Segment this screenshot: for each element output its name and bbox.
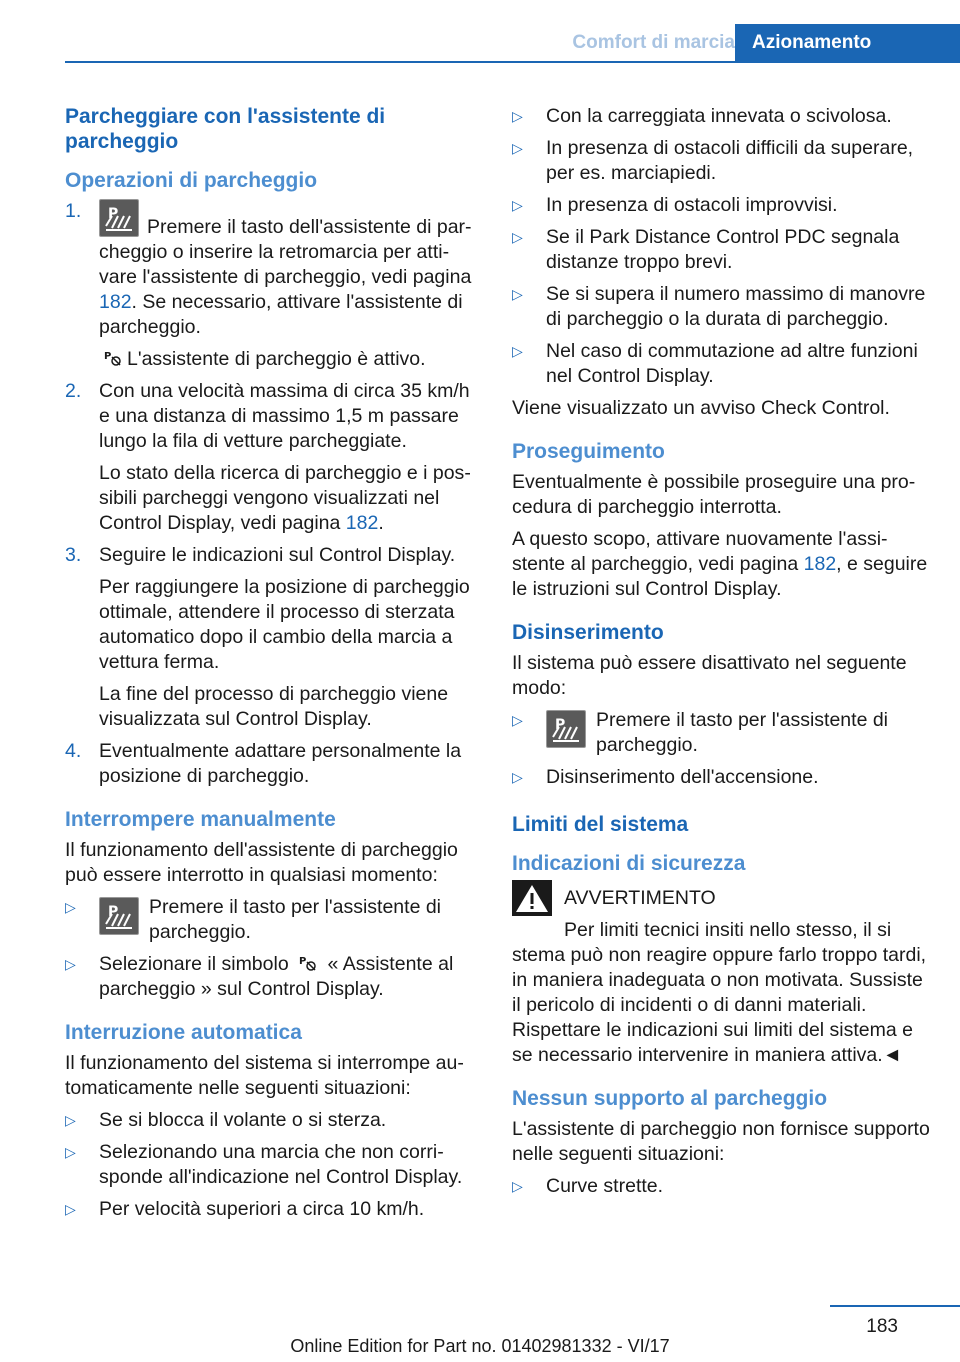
- step-number: 3.: [65, 544, 82, 566]
- list-item: ▷ Curve strette.: [512, 1175, 664, 1197]
- page-number: 183: [866, 1316, 898, 1337]
- step-1: 1. P Premere il tasto dell'assistente di parcheggio o inserire la retromarcia per attivare l'assistente di parcheggio, vedi pagina 182. Se necessario, attivare l'assistente di parcheggio. P L'assistente di parcheggio è attivo.: [65, 200, 472, 370]
- bullet-icon: ▷: [65, 1201, 76, 1217]
- section-title: Parcheggiare con l'assistente di parcheggio: [65, 105, 386, 153]
- bullet-icon: ▷: [512, 286, 523, 302]
- auto-heading: Interruzione automatica: [65, 1021, 302, 1044]
- bullet-icon: ▷: [512, 769, 523, 785]
- continue-heading: Proseguimento: [512, 440, 665, 463]
- list-item: ▷ Disinserimento dell'accensione.: [512, 766, 819, 788]
- warning-block: AVVERTIMENTO Per limiti tecnici insiti nello stesso, il si: [512, 886, 932, 943]
- header-rule: [65, 61, 960, 63]
- step-2: 2. Con una velocità massima di circa 35 km/h e una distanza di massimo 1,5 m passare lungo la fila di vetture parcheggiate. Lo stato della ricerca di parcheggio e i possibili parcheggi vengono visualizzati nel Control Display, vedi pagina 182.: [65, 380, 471, 534]
- bullet-icon: ▷: [512, 712, 523, 728]
- bullet-icon: ▷: [512, 343, 523, 359]
- list-item: ▷ P Premere il tasto per l'assistente di parcheggio.: [65, 896, 442, 943]
- step-4: 4. Eventualmente adattare personalmente la posizione di parcheggio.: [65, 740, 462, 787]
- limits-title: Limiti del sistema: [512, 813, 689, 836]
- page-header: [0, 24, 960, 62]
- svg-text:P: P: [555, 717, 566, 733]
- bullet-icon: ▷: [512, 140, 523, 156]
- manual-heading: Interrompere manualmente: [65, 808, 336, 831]
- list-item: ▷ Selezionare il simbolo P « Assistente al parcheggio » sul Control Display.: [65, 953, 454, 1000]
- step-3: 3. Seguire le indicazioni sul Control Display. Per raggiungere la posizione di parcheggio ottimale, attendere il processo di sterzata automatico dopo il cambio della marcia a vettura ferma. La fine del processo di parcheggio viene visualizzata sul Control Display.: [65, 544, 470, 730]
- bullet-icon: ▷: [65, 899, 76, 915]
- header-chapter[interactable]: Azionamento: [735, 24, 960, 62]
- list-item: ▷ In presenza di ostacoli difficili da superare, per es. marciapiedi.: [512, 137, 914, 184]
- list-item: ▷ P Premere il tasto per l'assistente di parcheggio.: [512, 709, 889, 756]
- safety-heading: Indicazioni di sicurezza: [512, 852, 746, 875]
- nosupport-heading: Nessun supporto al parcheggio: [512, 1087, 828, 1110]
- edition-note: Online Edition for Part no. 01402981332 - VI/17: [290, 1336, 670, 1356]
- warning-triangle-icon: [512, 880, 552, 916]
- bullet-icon: ▷: [65, 1144, 76, 1160]
- list-item: ▷ Selezionando una marcia che non corrisponde all'indicazione nel Control Display.: [65, 1141, 463, 1188]
- bullet-icon: ▷: [512, 197, 523, 213]
- step-number: 1.: [65, 200, 82, 222]
- list-item: ▷ Se si supera il numero massimo di manovre di parcheggio o la durata di parcheggio.: [512, 283, 926, 330]
- svg-text:P: P: [299, 956, 307, 967]
- svg-text:P: P: [108, 904, 119, 920]
- ops-heading: Operazioni di parcheggio: [65, 169, 318, 192]
- step-number: 4.: [65, 740, 82, 762]
- footer-rule: [830, 1305, 960, 1307]
- list-item: ▷ Con la carreggiata innevata o scivolosa.: [512, 105, 892, 127]
- page-link[interactable]: 182: [803, 553, 837, 575]
- bullet-icon: ▷: [512, 229, 523, 245]
- list-item: ▷ Se si blocca il volante o si sterza.: [65, 1109, 387, 1131]
- bullet-icon: ▷: [512, 1178, 523, 1194]
- header-section[interactable]: Comfort di marcia: [572, 32, 735, 53]
- svg-text:P: P: [108, 206, 119, 222]
- bullet-icon: ▷: [65, 1112, 76, 1128]
- bullet-icon: ▷: [65, 956, 76, 972]
- svg-text:P: P: [104, 351, 112, 362]
- bullet-icon: ▷: [512, 108, 523, 124]
- park-assist-symbol-icon: [103, 349, 123, 367]
- park-assist-button-icon: [546, 710, 586, 748]
- step-number: 2.: [65, 380, 82, 402]
- left-column: Parcheggiare con l'assistente di parcheggio Operazioni di parcheggio 1. P Premere il tasto dell'assistente di parcheggio o inserire la retromarcia per attivare l'assistente di parcheggio, vedi pagina 182. Se necessario, attivare l'assistente di parcheggio. P L'assistente di parcheggio è attivo. 2. Con una velocità massima di circa 35 km/h e una distanza di massimo 1,5 m passare lungo la fila di vetture parcheggiate. Lo stato della ricerca di parcheggio e i possibili parcheggi vengono visualizzati nel Control Display, vedi pagina 182. 3. Seguire le indicazioni sul Control Display. Per raggiungere la posizione di parcheggio ottimale, attendere il processo di sterzata automatico dopo il cambio della marcia a vettura ferma. La fine del processo di parcheggio viene visualizzata sul Control Display. 4. Eventualmente adattare personalmente la posizione di parcheggio. Interrompere manualmente Il funzionamento dell'assistente di parcheggio può essere interrotto in qualsiasi momento: ▷ P Premere il tasto per l'assistente di parcheggio. ▷ Selezionare il simbolo P « Assistente al parcheggio » sul Control Display. Interruzione automatica Il funzionamento del sistema si interrompe automaticamente nelle seguenti situazioni: ▷ Se si blocca il volante o si sterza. ▷ Selezionando una marcia che non corrisponde all'indicazione nel Control Display. ▷ Per velocità superiori a circa 10 km/h.: [65, 104, 480, 1229]
- page-link[interactable]: 182: [345, 512, 379, 534]
- list-item: ▷ Nel caso di commutazione ad altre funzioni nel Control Display.: [512, 340, 918, 387]
- park-assist-symbol-icon: [298, 954, 318, 972]
- page-link[interactable]: 182: [99, 291, 132, 313]
- off-heading: Disinserimento: [512, 621, 664, 644]
- list-item: ▷ In presenza di ostacoli improvvisi.: [512, 194, 838, 216]
- right-column: ▷ Con la carreggiata innevata o scivolosa. ▷ In presenza di ostacoli difficili da superare, per es. marciapiedi. ▷ In presenza di ostacoli improvvisi. ▷ Se il Park Distance Control PDC segnala distanze troppo brevi. ▷ Se si supera il numero massimo di manovre di parcheggio o la durata di parcheggio. ▷ Nel caso di commutazione ad altre funzioni nel Control Display. Viene visualizzato un avviso Check Control. Proseguimento Eventualmente è possibile proseguire una procedura di parcheggio interrotta. A questo scopo, attivare nuovamente l'assistente al parcheggio, vedi pagina 182, e seguire le istruzioni sul Control Display. Disinserimento Il sistema può essere disattivato nel seguente modo: ▷ P Premere il tasto per l'assistente di parcheggio. ▷ Disinserimento dell'accensione. Limiti del sistema Indicazioni di sicurezza AVVERTIMENTO Per limiti tecnici insiti nello stesso, il si stema può non reagire oppure farlo troppo tardi, in maniera inadeguata o non motivata. Sussiste il pericolo di incidenti o di danni materiali. Rispettare le indicazioni sui limiti del sistema e se necessario intervenire in maniera attiva.◄ Nessun supporto al parcheggio L'assistente di parcheggio non fornisce supporto nelle seguenti situazioni: ▷ Curve strette.: [512, 104, 932, 1206]
- park-assist-button-icon: [99, 897, 139, 935]
- list-item: ▷ Se il Park Distance Control PDC segnala distanze troppo brevi.: [512, 226, 900, 273]
- list-item: ▷ Per velocità superiori a circa 10 km/h.: [65, 1198, 425, 1220]
- park-assist-button-icon: [99, 199, 139, 237]
